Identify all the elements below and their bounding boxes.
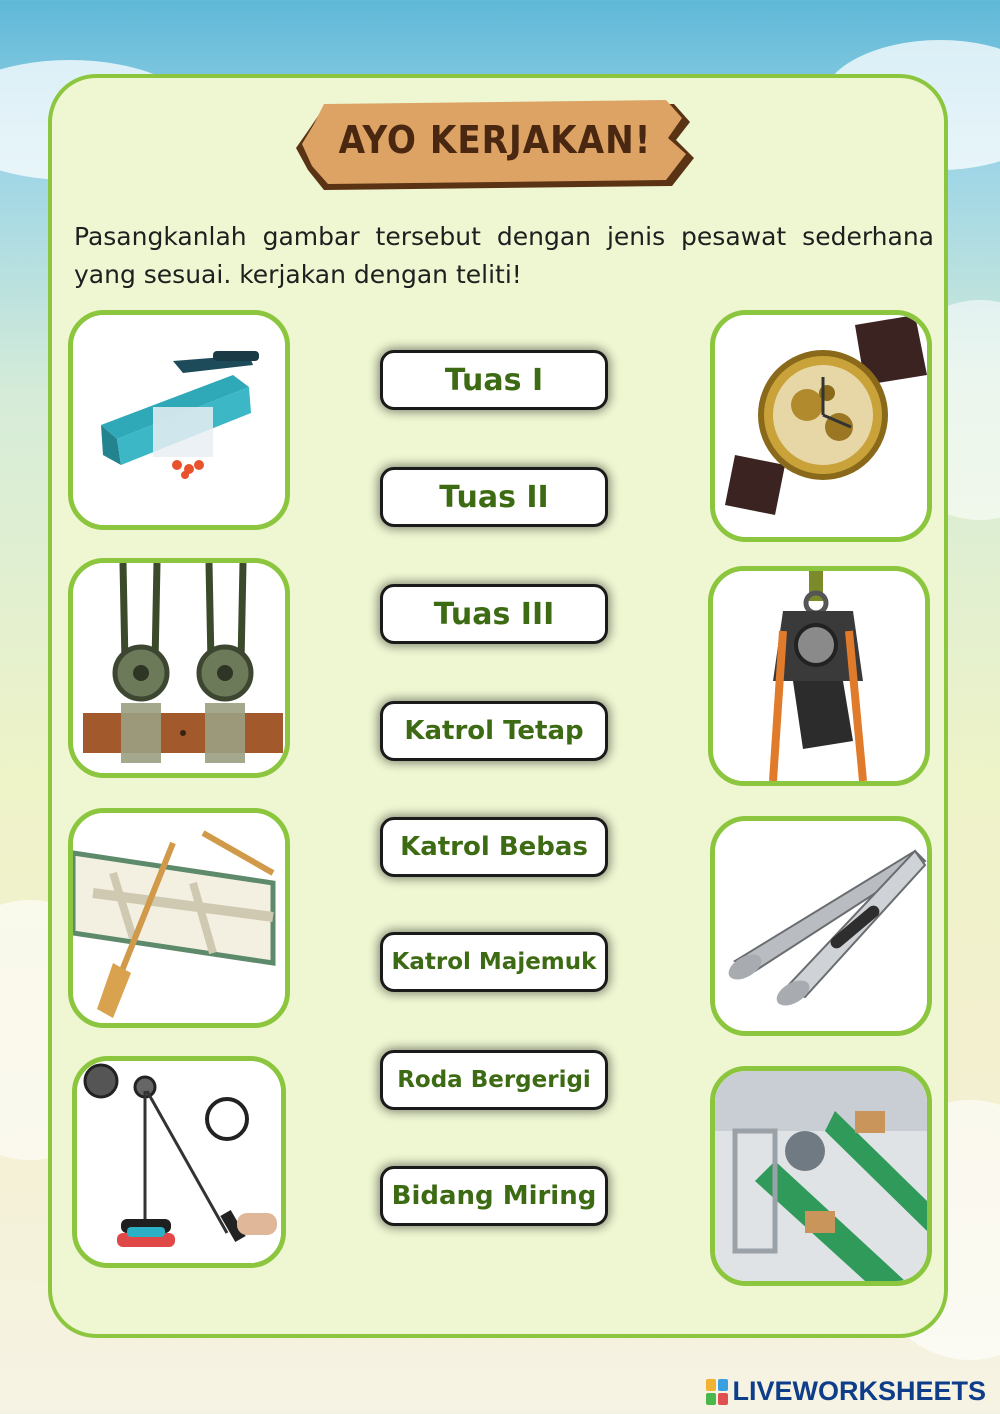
option-katrol-majemuk[interactable]: Katrol Majemuk [380,932,608,992]
cable-pulley-gym-icon [77,1061,281,1263]
instruction-text: Pasangkanlah gambar tersebut dengan jenis pesawat sederhana yang sesuai. kerjakan dengan teliti! [74,222,934,289]
image-climbing-pulley[interactable] [708,566,930,786]
heat-sealer-icon [73,315,285,525]
rowing-boat-icon [73,813,285,1023]
mechanical-watch-icon [715,315,927,537]
page-title: AYO KERJAKAN! [338,118,652,162]
conveyor-line-icon [715,1071,927,1281]
option-roda-bergerigi[interactable]: Roda Bergerigi [380,1050,608,1110]
image-mechanical-watch[interactable] [710,310,932,542]
option-katrol-tetap[interactable]: Katrol Tetap [380,701,608,761]
kitchen-tongs-icon [715,821,927,1031]
image-cable-pulley-gym[interactable] [72,1056,286,1268]
option-tuas-1[interactable]: Tuas I [380,350,608,410]
pulley-wheels-icon [73,563,285,773]
climbing-pulley-icon [713,571,925,781]
image-pulley-wheels[interactable] [68,558,290,778]
option-katrol-bebas[interactable]: Katrol Bebas [380,817,608,877]
liveworksheets-logo [706,1376,986,1407]
option-bidang-miring[interactable]: Bidang Miring [380,1166,608,1226]
option-tuas-2[interactable]: Tuas II [380,467,608,527]
image-rowing-boat[interactable] [68,808,290,1028]
image-kitchen-tongs[interactable] [710,816,932,1036]
image-conveyor-line[interactable] [710,1066,932,1286]
image-heat-sealer[interactable] [68,310,290,530]
option-tuas-3[interactable]: Tuas III [380,584,608,644]
brand-icon [706,1379,728,1405]
brand-name: LIVEWORKSHEETS [732,1376,986,1406]
